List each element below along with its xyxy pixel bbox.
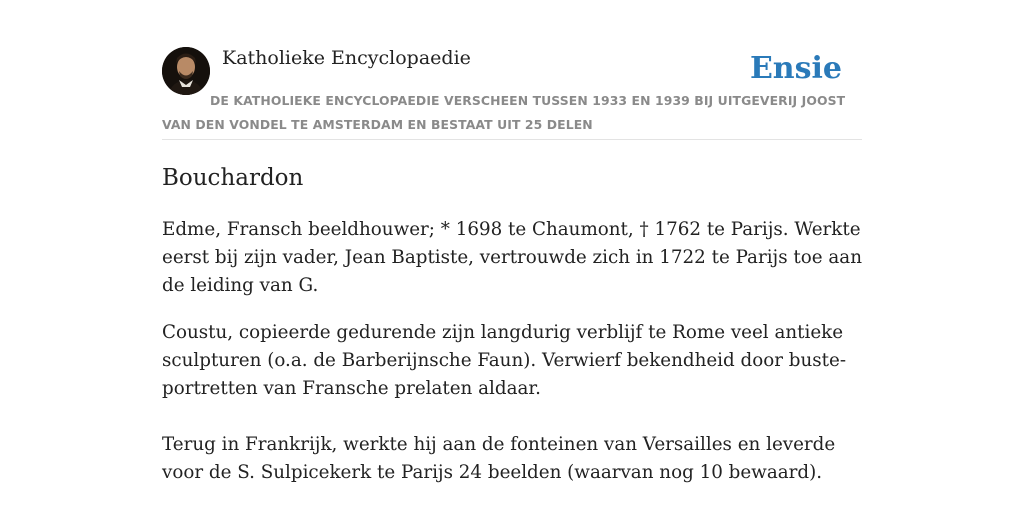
- entry-paragraph-3: Terug in Frankrijk, werkte hij aan de fonteinen van Versailles en leverde voor de S. Sulpicekerk te Parijs 24 beelden (waarvan nog 10 bewaard).: [162, 434, 836, 483]
- entry-paragraph-2: Coustu, copieerde gedurende zijn langdurig verblijf te Rome veel antieke sculpturen (o.a. de Barberijnsche Faun). Verwierf bekendheid door buste-portretten van Fransche prelaten aldaar.: [162, 322, 847, 399]
- entry-paragraph-1: Edme, Fransch beeldhouwer; * 1698 te Chaumont, † 1762 te Parijs. Werkte eerst bij zijn vader, Jean Baptiste, vertrouwde zich in 1722 te Parijs toe aan de leiding van G.: [162, 219, 862, 296]
- site-tagline: DE KATHOLIEKE ENCYCLOPAEDIE VERSCHEEN TUSSEN 1933 EN 1939 BIJ UITGEVERIJ JOOST VAN DEN VONDEL TE AMSTERDAM EN BESTAAT UIT 25 DELEN: [162, 93, 846, 132]
- header-divider: [162, 139, 862, 140]
- ensie-logo-link[interactable]: Ensie: [749, 51, 842, 86]
- portrait-avatar-icon[interactable]: [162, 47, 210, 95]
- entry-title: Bouchardon: [162, 165, 304, 191]
- site-name-link[interactable]: Katholieke Encyclopaedie: [222, 47, 471, 69]
